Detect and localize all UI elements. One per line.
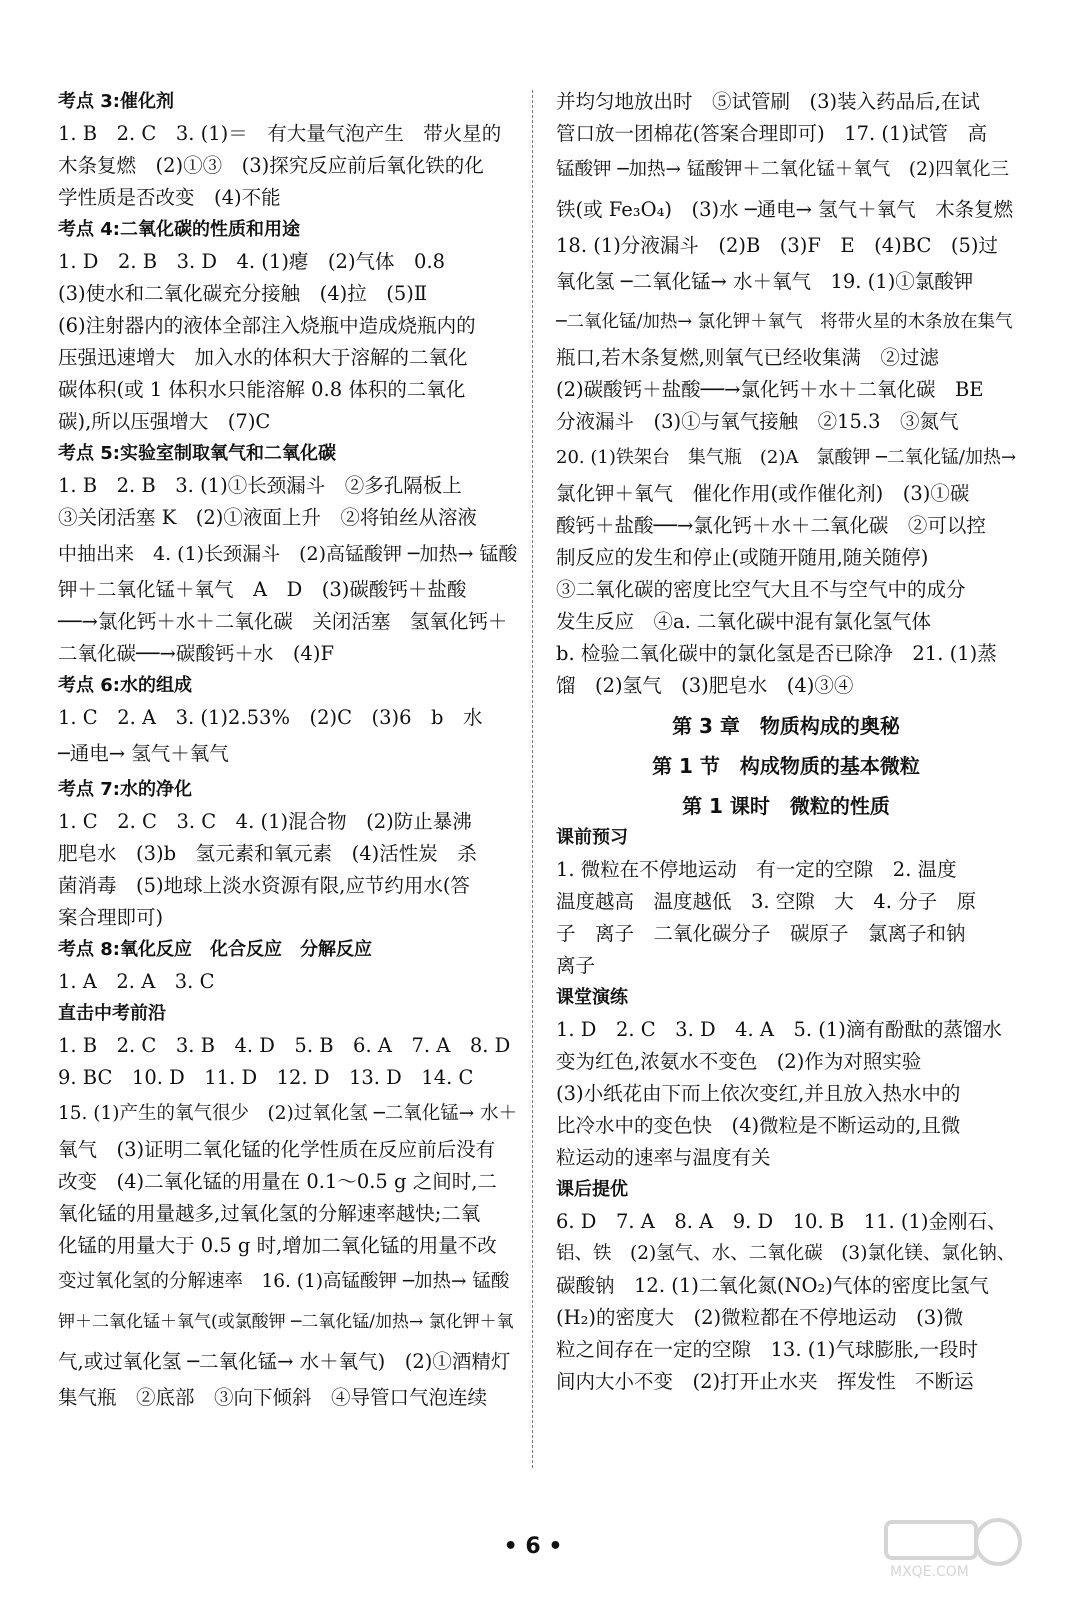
chapter-heading: 第 1 课时 微粒的性质 <box>682 794 890 818</box>
section-heading: 课堂演练 <box>556 987 628 1008</box>
answer-line: 二氧化碳──→碳酸钙＋水 (4)F <box>58 642 334 665</box>
column-divider <box>532 90 533 1468</box>
answer-line: ──→氯化钙＋水＋二氧化碳 关闭活塞 氢氧化钙＋ <box>58 610 508 633</box>
answer-line: 钾＋二氧化锰＋氧气 A D (3)碳酸钙＋盐酸 <box>58 578 467 601</box>
answer-line: ③关闭活塞 K (2)①液面上升 ②将铂丝从溶液 <box>58 506 477 529</box>
answer-line: 15. (1)产生的氧气很少 (2)过氧化氢 ─二氧化锰→ 水＋ <box>58 1103 518 1124</box>
answer-line: 1. B 2. C 3. B 4. D 5. B 6. A 7. A 8. D <box>58 1034 511 1057</box>
answer-line: 案合理即可) <box>58 906 164 929</box>
answer-line: ─二氧化锰/加热→ 氯化钾＋氧气 将带火星的木条放在集气 <box>556 312 1013 332</box>
svg-text:MXQE.COM: MXQE.COM <box>890 1564 969 1580</box>
answer-line: 1. D 2. B 3. D 4. (1)瘪 (2)气体 0.8 <box>58 250 446 273</box>
answer-line: 钾＋二氧化锰＋氧气(或氯酸钾 ─二氧化锰/加热→ 氯化钾＋氧 <box>58 1312 514 1332</box>
answer-line: 瓶口,若木条复燃,则氧气已经收集满 ②过滤 <box>556 346 939 369</box>
section-heading: 考点 4:二氧化碳的性质和用途 <box>58 219 300 240</box>
answer-line: 1. C 2. A 3. (1)2.53% (2)C (3)6 b 水 <box>58 706 483 729</box>
section-heading: 课后提优 <box>556 1179 628 1200</box>
answer-line: (H₂)的密度大 (2)微粒都在不停地运动 (3)微 <box>556 1306 964 1329</box>
answer-line: 铝、铁 (2)氢气、水、二氧化碳 (3)氯化镁、氯化钠、 <box>556 1243 1016 1264</box>
section-heading: 考点 3:催化剂 <box>58 91 174 112</box>
page-number: • 6 • <box>503 1534 563 1559</box>
answer-line: 间内大小不变 (2)打开止水夹 挥发性 不断运 <box>556 1370 974 1393</box>
answer-line: 温度越高 温度越低 3. 空隙 大 4. 分子 原 <box>556 890 977 913</box>
chapter-heading: 第 1 节 构成物质的基本微粒 <box>652 754 920 778</box>
answer-line: 1. B 2. B 3. (1)①长颈漏斗 ②多孔隔板上 <box>58 474 462 497</box>
answer-line: b. 检验二氧化碳中的氯化氢是否已除净 21. (1)蒸 <box>556 642 997 665</box>
answer-line: 气,或过氧化氢 ─二氧化锰→ 水＋氧气) (2)①酒精灯 <box>58 1350 511 1373</box>
answer-line: 1. 微粒在不停地运动 有一定的空隙 2. 温度 <box>556 858 957 881</box>
answer-line: 制反应的发生和停止(或随开随用,随关随停) <box>556 546 929 569</box>
answer-line: 离子 <box>556 954 596 977</box>
section-heading: 考点 5:实验室制取氧气和二氧化碳 <box>58 443 336 464</box>
answer-line: 1. B 2. C 3. (1)＝ 有大量气泡产生 带火星的 <box>58 122 502 145</box>
section-heading: 考点 6:水的组成 <box>58 675 192 696</box>
answer-line: 子 离子 二氧化碳分子 碳原子 氯离子和钠 <box>556 922 966 945</box>
chapter-heading: 第 3 章 物质构成的奥秘 <box>672 714 900 738</box>
answer-line: (3)小纸花由下而上依次变红,并且放入热水中的 <box>556 1082 961 1105</box>
answer-line: 中抽出来 4. (1)长颈漏斗 (2)高锰酸钾 ─加热→ 锰酸 <box>58 543 518 565</box>
answer-line: 压强迅速增大 加入水的体积大于溶解的二氧化 <box>58 346 468 369</box>
answer-line: 锰酸钾 ─加热→ 锰酸钾＋二氧化锰＋氧气 (2)四氧化三 <box>556 159 1010 180</box>
answer-line: 改变 (4)二氧化锰的用量在 0.1～0.5 g 之间时,二 <box>58 1170 497 1193</box>
answer-line: 铁(或 Fe₃O₄) (3)水 ─通电→ 氢气＋氧气 木条复燃 <box>556 198 1014 221</box>
answer-line: ③二氧化碳的密度比空气大且不与空气中的成分 <box>556 578 966 601</box>
answer-line: 碳),所以压强增大 (7)C <box>58 410 271 433</box>
answer-line: 20. (1)铁架台 集气瓶 (2)A 氯酸钾 ─二氧化锰/加热→ <box>556 447 1017 468</box>
answer-line: (6)注射器内的液体全部注入烧瓶中造成烧瓶内的 <box>58 314 476 337</box>
answer-line: 粒之间存在一定的空隙 13. (1)气球膨胀,一段时 <box>556 1338 979 1361</box>
answer-line: 9. BC 10. D 11. D 12. D 13. D 14. C <box>58 1066 474 1089</box>
answer-line: 学性质是否改变 (4)不能 <box>58 186 281 209</box>
section-heading: 考点 8:氧化反应 化合反应 分解反应 <box>58 939 372 960</box>
answer-line: 氯化钾＋氧气 催化作用(或作催化剂) (3)①碳 <box>556 482 970 505</box>
section-heading: 课前预习 <box>556 827 628 848</box>
answer-line: 碳酸钠 12. (1)二氧化氮(NO₂)气体的密度比氢气 <box>556 1274 989 1297</box>
answer-line: 菌消毒 (5)地球上淡水资源有限,应节约用水(答 <box>58 874 470 897</box>
answer-line: 氧化锰的用量越多,过氧化氢的分解速率越快;二氧 <box>58 1202 481 1225</box>
answer-line: 馏 (2)氢气 (3)肥皂水 (4)③④ <box>556 674 854 697</box>
answer-line: 肥皂水 (3)b 氢元素和氧元素 (4)活性炭 杀 <box>58 842 477 865</box>
answer-line: 18. (1)分液漏斗 (2)B (3)F E (4)BC (5)过 <box>556 234 999 257</box>
answer-line: 粒运动的速率与温度有关 <box>556 1146 771 1169</box>
answer-line: 氧气 (3)证明二氧化锰的化学性质在反应前后没有 <box>58 1138 496 1161</box>
right-column <box>556 86 1016 1398</box>
answer-line: 6. D 7. A 8. A 9. D 10. B 11. (1)金刚石、 <box>556 1210 1007 1233</box>
watermark-logo <box>880 1512 1030 1582</box>
answer-line: 发生反应 ④a. 二氧化碳中混有氯化氢气体 <box>556 610 932 633</box>
answer-line: (2)碳酸钙＋盐酸──→氯化钙＋水＋二氧化碳 BE <box>556 378 984 401</box>
left-column <box>58 86 520 1414</box>
answer-line: 1. D 2. C 3. D 4. A 5. (1)滴有酚酞的蒸馏水 <box>556 1018 1002 1041</box>
section-heading: 直击中考前沿 <box>58 1003 166 1024</box>
answer-line: ─通电→ 氢气＋氧气 <box>58 742 229 765</box>
answer-line: 氧化氢 ─二氧化锰→ 水＋氧气 19. (1)①氯酸钾 <box>556 270 974 293</box>
answer-line: (3)使水和二氧化碳充分接触 (4)拉 (5)Ⅱ <box>58 282 428 305</box>
answer-line: 比冷水中的变色快 (4)微粒是不断运动的,且微 <box>556 1114 961 1137</box>
answer-line: 木条复燃 (2)①③ (3)探究反应前后氧化铁的化 <box>58 154 484 177</box>
answer-line: 化锰的用量大于 0.5 g 时,增加二氧化锰的用量不改 <box>58 1234 497 1257</box>
answer-line: 1. A 2. A 3. C <box>58 970 215 993</box>
answer-line: 分液漏斗 (3)①与氧气接触 ②15.3 ③氮气 <box>556 410 959 433</box>
answer-line: 并均匀地放出时 ⑤试管刷 (3)装入药品后,在试 <box>556 90 980 113</box>
answer-line: 变为红色,浓氨水不变色 (2)作为对照实验 <box>556 1050 922 1073</box>
answer-line: 1. C 2. C 3. C 4. (1)混合物 (2)防止暴沸 <box>58 810 472 833</box>
answer-line: 管口放一团棉花(答案合理即可) 17. (1)试管 高 <box>556 122 988 145</box>
answer-line: 酸钙＋盐酸──→氯化钙＋水＋二氧化碳 ②可以控 <box>556 514 986 537</box>
answer-line: 集气瓶 ②底部 ③向下倾斜 ④导管口气泡连续 <box>58 1386 488 1409</box>
answer-line: 碳体积(或 1 体积水只能溶解 0.8 体积的二氧化 <box>58 378 466 401</box>
section-heading: 考点 7:水的净化 <box>58 779 192 800</box>
answer-line: 变过氧化氢的分解速率 16. (1)高锰酸钾 ─加热→ 锰酸 <box>58 1271 510 1292</box>
